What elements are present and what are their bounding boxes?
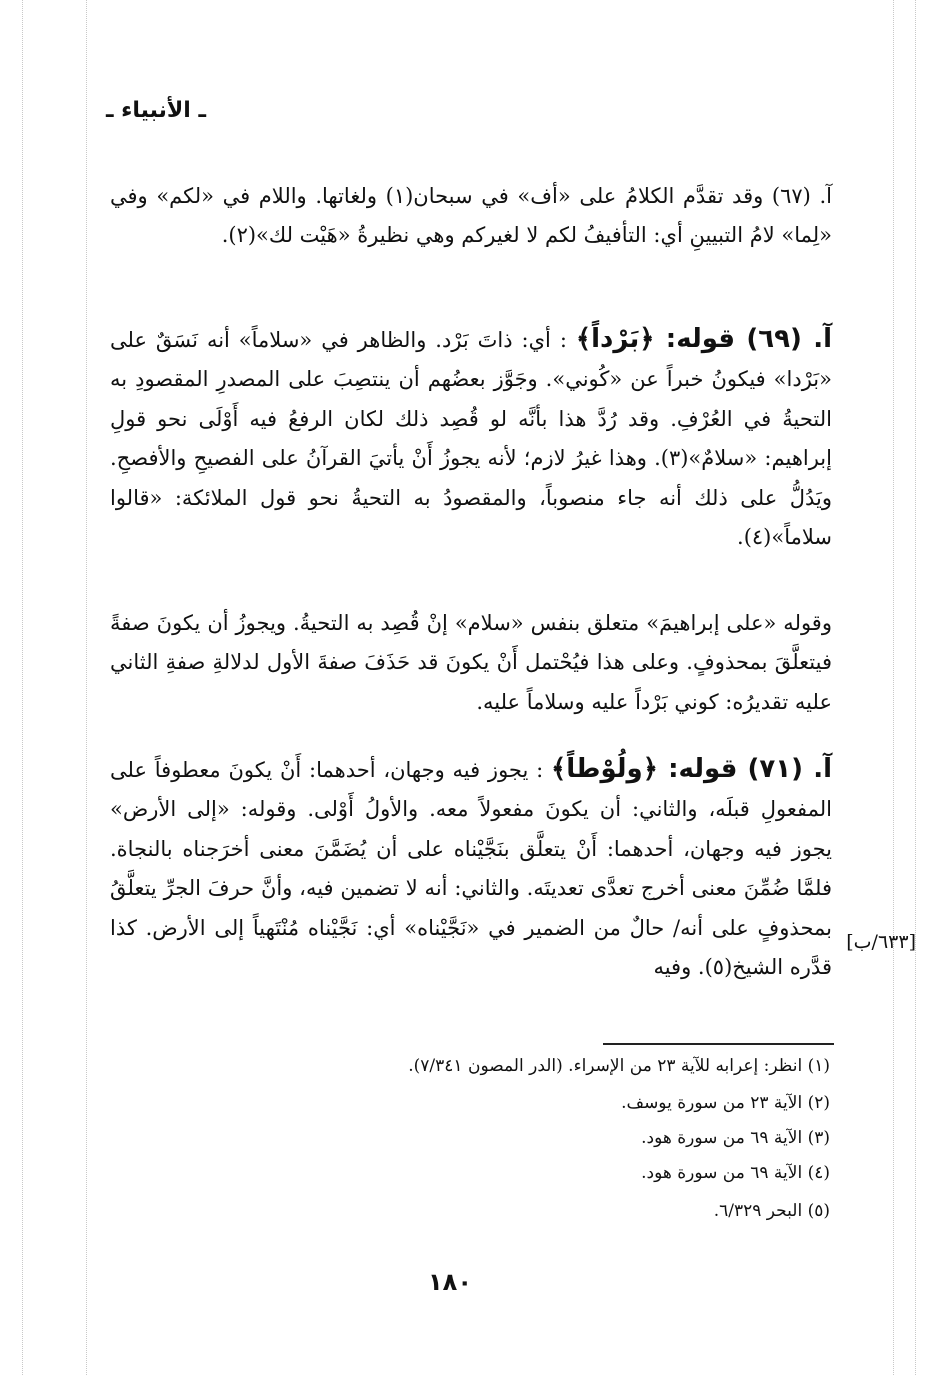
scan-edge-line-right-outer xyxy=(915,0,916,1375)
footnote-5: (٥) البحر ٦/٣٢٩. xyxy=(713,1201,830,1221)
footnote-1: (١) انظر: إعرابه للآية ٢٣ من الإسراء. (الدر المصون ٧/٣٤١). xyxy=(408,1056,830,1076)
paragraph-text: : يجوز فيه وجهان، أحدهما: أَنْ يكونَ معطوفاً على المفعولِ قبلَه، والثاني: أن يكونَ مفعولاً معه. والأولُ أَوْلى. وقوله: «إلى الأرض» يجوز فيه وجهان، أحدهما: أَنْ يتعلَّق بنَجَّيْناه على أن يُضَمَّنَ معنى أخرَجناه بالنجاة. فلمَّا ضُمِّنَ معنى أخرج تعدَّى تعديتَه. والثاني: أنه لا تضمين فيه، وأنَّ حرفَ الجرِّ يتعلَّقُ بمحذوفٍ على أنه/ حالٌ من الضمير في «نَجَّيْناه» أي: نَجَّيْناه مُنْتَهياً إلى الأرض. كذا قدَّره الشيخ(٥). وفيه xyxy=(110,758,832,980)
paragraph-text: وقوله «على إبراهيمَ» متعلق بنفس «سلام» إنْ قُصِد به التحيةُ. ويجوزُ أن يكونَ صفةً فيتعلَّقَ بمحذوفٍ. وعلى هذا فيُحْتمل أَنْ يكونَ قد حَذَفَ صفةَ الأول لدلالةِ صفةِ الثاني عليه تقديرُه: كوني بَرْداً عليه وسلاماً عليه. xyxy=(110,611,832,714)
paragraph-ayah-67 xyxy=(110,177,832,296)
scan-edge-line-left-inner xyxy=(86,0,87,1375)
paragraph-ayah-69 xyxy=(110,320,832,596)
paragraph-ayah-71 xyxy=(110,750,832,1026)
verse-lead: آ. (٦٩) قوله: ﴿بَرْداً﴾ xyxy=(575,324,832,354)
page-number: ١٨٠ xyxy=(428,1268,472,1296)
scan-edge-line-right-inner xyxy=(893,0,894,1375)
verse-lead: آ. (٧١) قوله: ﴿ولُوْطاً﴾ xyxy=(550,754,832,784)
running-header: ـ الأنبياء ـ xyxy=(106,98,207,123)
footnote-4: (٤) الآية ٦٩ من سورة هود. xyxy=(641,1163,830,1183)
scan-edge-line-left-outer xyxy=(22,0,23,1375)
manuscript-folio-reference: [٦٣٣/ب] xyxy=(846,931,916,953)
paragraph-text: : أي: ذاتَ بَرْد. والظاهر في «سلاماً» أنه نَسَقٌ على «بَرْدا» فيكونُ خبراً عن «كُوني». وجَوَّز بعضُهم أن ينتصِبَ على المصدرِ المقصودِ به التحيةُ في العُرْفِ. وقد رُدَّ هذا بأنَّه لو قُصِد ذلك لكان الرفعُ فيه أَوْلَى نحو قولِ إبراهيم: «سلامٌ»(٣). وهذا غيرُ لازم؛ لأنه يجوزُ أَنْ يأتيَ القرآنُ على الفصيحِ والأفصحِ. ويَدُلُّ على ذلك أنه جاء منصوباً، والمقصودُ به التحيةُ نحو قول الملائكة: «قالوا سلاماً»(٤). xyxy=(110,328,832,550)
footnote-3: (٣) الآية ٦٩ من سورة هود. xyxy=(641,1128,830,1148)
footnote-separator xyxy=(603,1043,834,1045)
paragraph-ayah-69-continued xyxy=(110,604,832,722)
footnote-2: (٢) الآية ٢٣ من سورة يوسف. xyxy=(621,1093,830,1113)
paragraph-text: آ. (٦٧) وقد تقدَّم الكلامُ على «أف» في سبحان(١) ولغاتها. واللام في «لكم» وفي «لِما» لامُ التبيينِ أي: التأفيفُ لكم لا لغيركم وهي نظيرةُ «هَيْت لك»(٢). xyxy=(110,184,832,248)
